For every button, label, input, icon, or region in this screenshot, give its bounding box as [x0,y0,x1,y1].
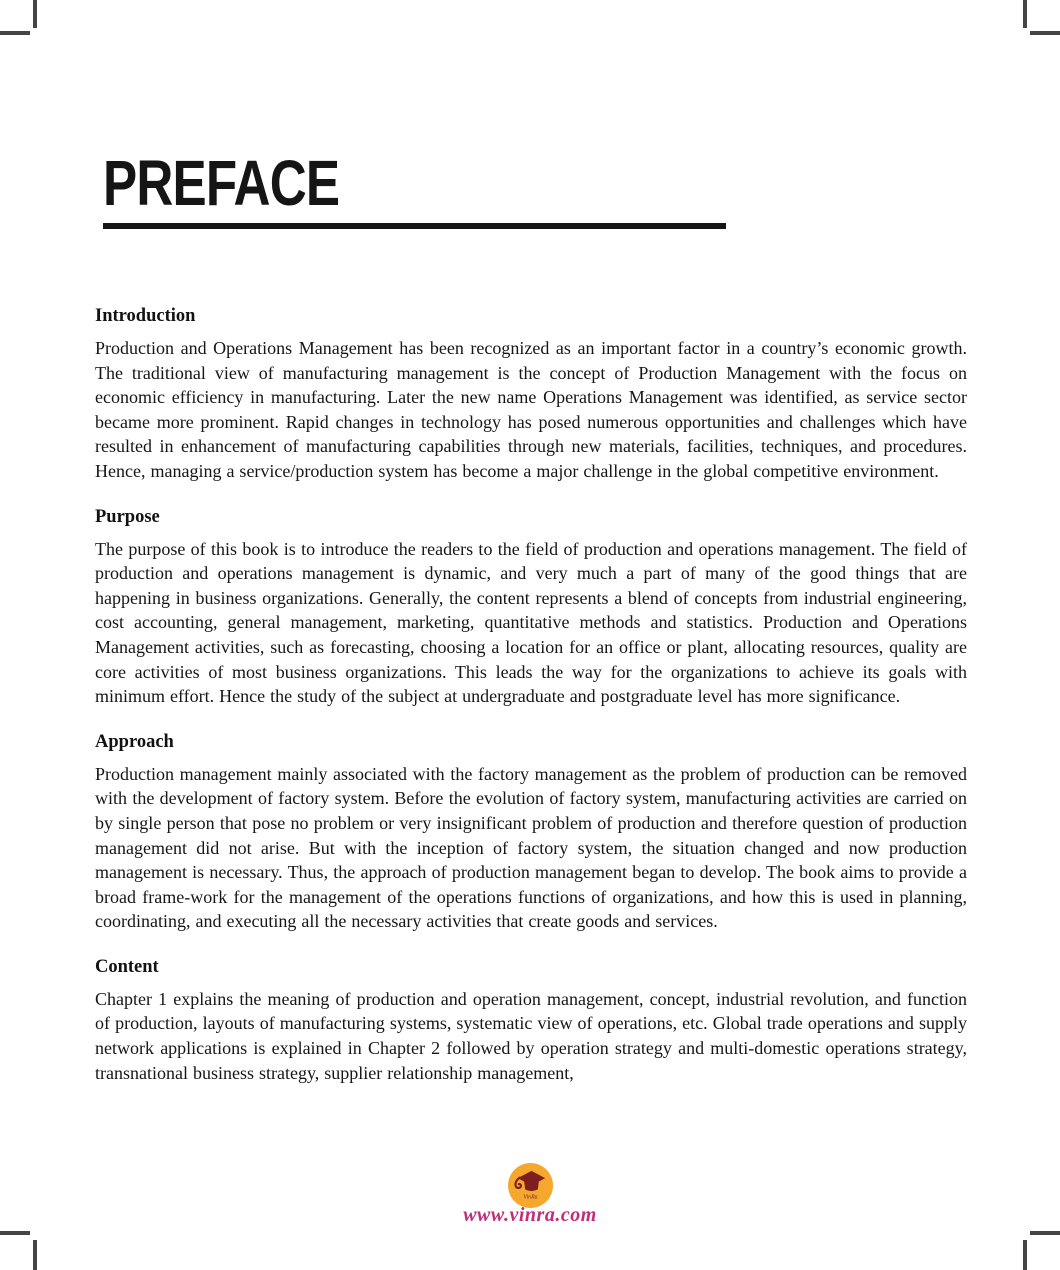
section-body-approach: Production management mainly associated with the factory management as the problem of production can be removed with the development of factory system. Before the evolution of factory system, manufacturing activities are carried on by single person that pose no problem or very insignificant problem of production and therefore question of production management did not arise. But with the inception of factory system, the situation changed and now production management is necessary. Thus, the approach of production management began to develop. The book aims to provide a broad frame-work for the management of the operations functions of organizations, and how this is used in planning, coordinating, and executing all the necessary activities that create goods and services. [95,763,967,932]
section-heading-introduction: Introduction [95,306,196,326]
section-body-purpose: The purpose of this book is to introduce the readers to the field of production and operations management. The field of production and operations management is dynamic, and very much a part of many of the good things that are happening in business organizations. Generally, the content represents a blend of concepts from industrial engineering, cost accounting, general management, marketing, quantitative methods and statistics. Production and Operations Management activities, such as forecasting, choosing a location for an office or plant, allocating resources, quality are core activities of most business organizations. This leads the way for the organizations to achieve its goals with minimum effort. Hence the study of the subject at undergraduate and postgraduate level has more significance. [95,538,967,707]
page-body [95,303,967,1085]
section-body-introduction: Production and Operations Management has been recognized as an important factor in a country’s economic growth. The traditional view of manufacturing management is the concept of Production Management with the focus on economic efficiency in manufacturing. Later the new name Operations Management was identified, as service sector became more prominent. Rapid changes in technology has posed numerous opportunities and challenges which have resulted in enhancement of manufacturing capabilities through new materials, facilities, techniques, and procedures. Hence, managing a service/production system has become a major challenge in the global competitive environment. [95,338,967,481]
title-rule [103,223,726,229]
graduation-cap-icon [507,1162,554,1209]
crop-mark-bottom-left-vertical [33,1240,37,1270]
section-body-content: Chapter 1 explains the meaning of production and operation management, concept, industrial revolution, and function of production, layouts of manufacturing systems, systematic view of operations, etc. Global trade operations and supply network applications is explained in Chapter 2 followed by operation strategy and multi-domestic operations strategy, transnational business strategy, supplier relationship management, [95,988,967,1083]
publisher-website: www.vinra.com [463,1204,597,1226]
section-content [95,954,967,1085]
crop-mark-top-left-horizontal [0,31,30,35]
logo-label: VinRa [523,1194,538,1201]
section-heading-approach: Approach [95,731,174,752]
crop-mark-bottom-right-vertical [1023,1240,1027,1270]
crop-mark-bottom-left-horizontal [0,1231,30,1235]
crop-mark-bottom-right-horizontal [1030,1231,1060,1235]
section-heading-content: Content [95,956,159,977]
section-heading-purpose: Purpose [95,506,160,527]
section-introduction [95,303,967,484]
publisher-logo [507,1162,554,1209]
page-title: PREFACE [103,147,340,219]
section-approach [95,729,967,934]
crop-mark-top-right-vertical [1023,0,1027,28]
crop-mark-top-right-horizontal [1030,31,1060,35]
section-purpose [95,504,967,709]
crop-mark-top-left-vertical [33,0,37,28]
